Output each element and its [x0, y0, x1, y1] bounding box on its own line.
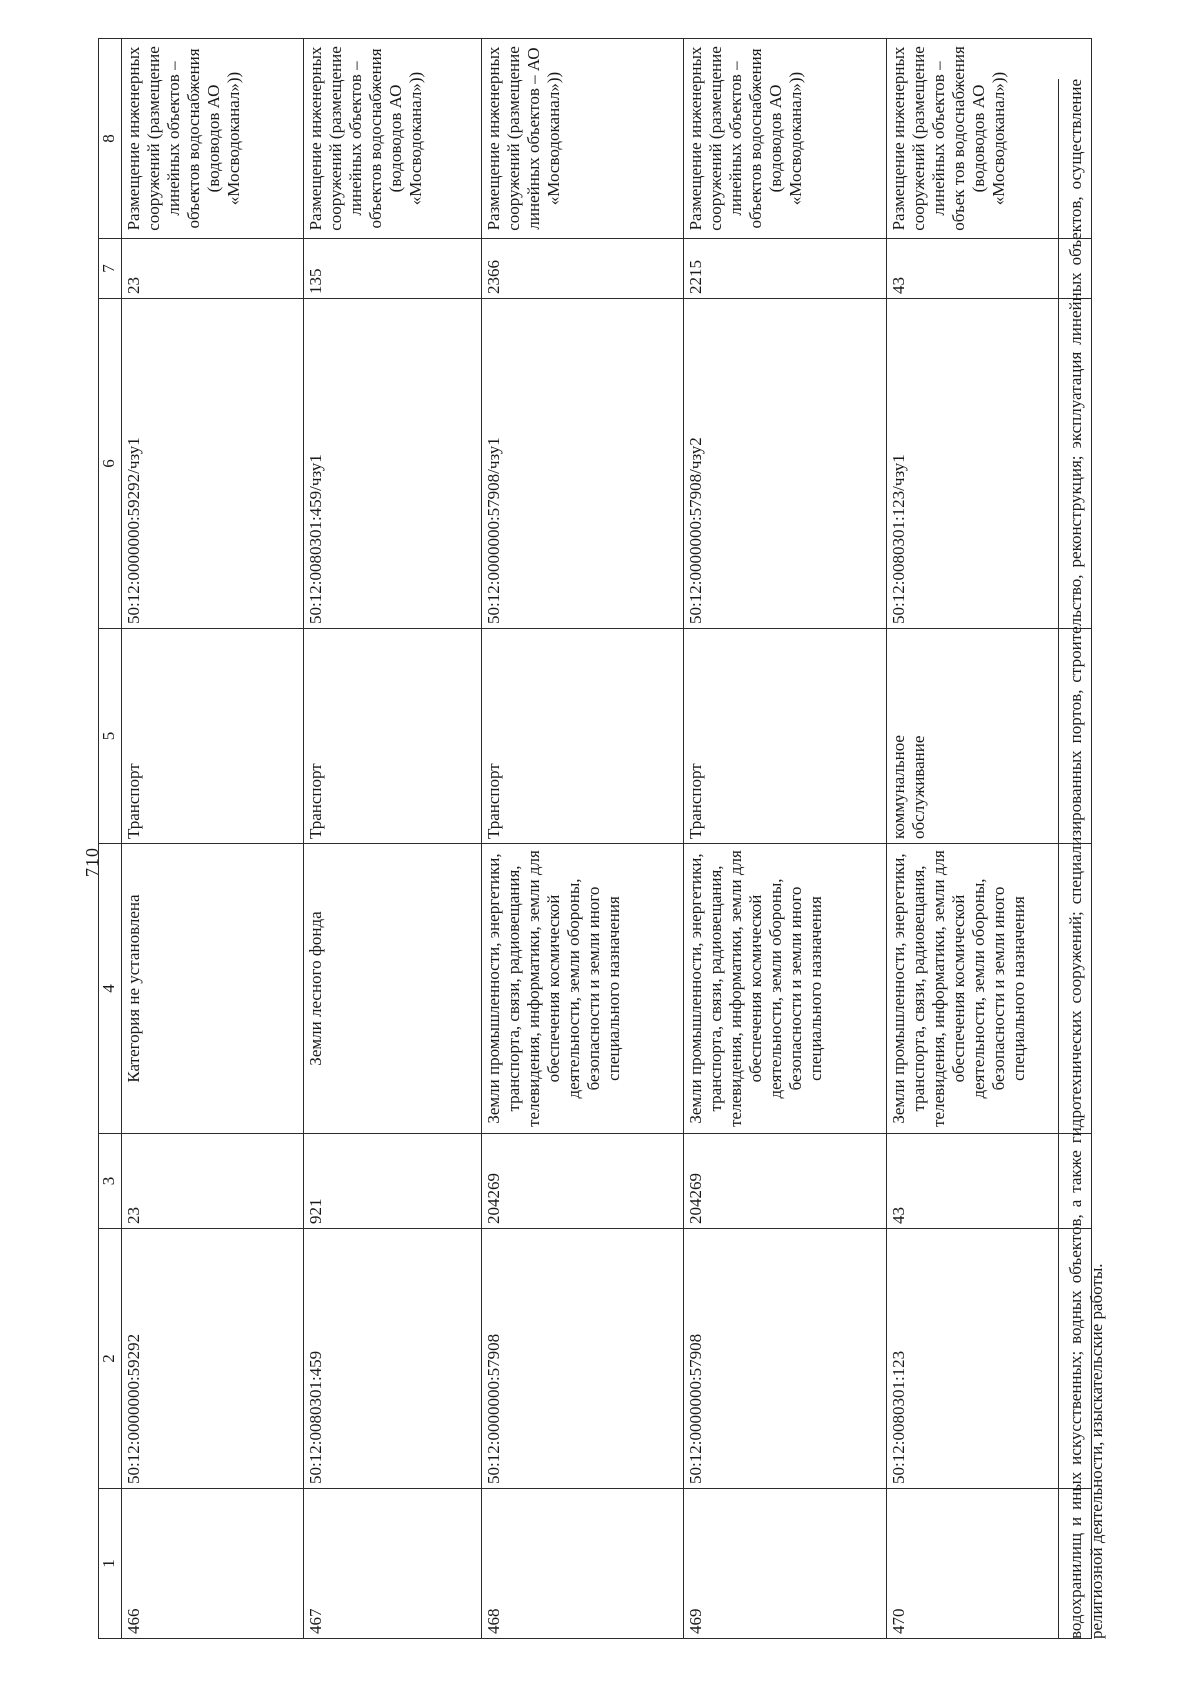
row-number: 468 [482, 1489, 684, 1639]
plot-area: 204269 [482, 1134, 684, 1229]
land-plots-table [98, 38, 1092, 1639]
purpose: Размещение инженерных сооружений (размещение линейных объектов – АО «Мосводоканал»)) [482, 39, 684, 239]
col-header-1: 1 [99, 1489, 122, 1639]
col-header-8: 8 [99, 39, 122, 239]
part-cadastral-number: 50:12:0080301:459/чзу1 [304, 299, 482, 629]
row-number: 469 [684, 1489, 887, 1639]
table-row [122, 39, 304, 1639]
part-cadastral-number: 50:12:0000000:57908/чзу1 [482, 299, 684, 629]
permitted-use: коммунальное обслуживание [887, 629, 1092, 844]
cadastral-number: 50:12:0000000:59292 [122, 1229, 304, 1489]
row-number: 466 [122, 1489, 304, 1639]
land-category: Земли промышленности, энергетики, транспорта, связи, радиовещания, телевидения, информатики, земли для обеспечения космической деятельности, земли обороны, безопасности и земли иного специального назначения [887, 844, 1092, 1134]
table-row [304, 39, 482, 1639]
part-area: 135 [304, 239, 482, 299]
part-area: 2215 [684, 239, 887, 299]
land-category: Земли лесного фонда [304, 844, 482, 1134]
col-header-7: 7 [99, 239, 122, 299]
row-number: 470 [887, 1489, 1092, 1639]
part-cadastral-number: 50:12:0000000:59292/чзу1 [122, 299, 304, 629]
permitted-use: Транспорт [684, 629, 887, 844]
table-row [684, 39, 887, 1639]
purpose: Размещение инженерных сооружений (размещение линейных объектов – объектов водоснабжения (водоводов АО «Мосводоканал»)) [122, 39, 304, 239]
col-header-2: 2 [99, 1229, 122, 1489]
permitted-use: Транспорт [304, 629, 482, 844]
cadastral-number: 50:12:0000000:57908 [684, 1229, 887, 1489]
col-header-4: 4 [99, 844, 122, 1134]
purpose: Размещение инженерных сооружений (размещение линейных объектов – объектов водоснабжения (водоводов АО «Мосводоканал»)) [304, 39, 482, 239]
part-cadastral-number: 50:12:0080301:123/чзу1 [887, 299, 1092, 629]
table-row [482, 39, 684, 1639]
purpose: Размещение инженерных сооружений (размещение линейных объектов – объектов водоснабжения (водоводов АО «Мосводоканал»)) [684, 39, 887, 239]
land-category: Категория не установлена [122, 844, 304, 1134]
col-header-3: 3 [99, 1134, 122, 1229]
land-category: Земли промышленности, энергетики, транспорта, связи, радиовещания, телевидения, информатики, земли для обеспечения космической деятельности, земли обороны, безопасности и земли иного специального назначения [482, 844, 684, 1134]
plot-area: 204269 [684, 1134, 887, 1229]
cadastral-number: 50:12:0080301:459 [304, 1229, 482, 1489]
page-number: 710 [82, 847, 102, 877]
cadastral-number: 50:12:0000000:57908 [482, 1229, 684, 1489]
part-cadastral-number: 50:12:0000000:57908/чзу2 [684, 299, 887, 629]
col-header-6: 6 [99, 299, 122, 629]
land-category: Земли промышленности, энергетики, транспорта, связи, радиовещания, телевидения, информатики, земли для обеспечения космической деятельности, земли обороны, безопасности и земли иного специального назначения [684, 844, 887, 1134]
plot-area: 23 [122, 1134, 304, 1229]
part-area: 23 [122, 239, 304, 299]
col-header-5: 5 [99, 629, 122, 844]
cadastral-number: 50:12:0080301:123 [887, 1229, 1092, 1489]
plot-area: 921 [304, 1134, 482, 1229]
footnote-text: водохранилищ и иных искусственных; водных объектов, а также гидротехнических сооружений; специализированных портов, строительство, реконструкция; эксплуатация линейных объектов, осуществление религиозной деятельности, изыскательские работы. [1058, 79, 1107, 1639]
row-number: 467 [304, 1489, 482, 1639]
part-area: 43 [887, 239, 1092, 299]
plot-area: 43 [887, 1134, 1092, 1229]
permitted-use: Транспорт [122, 629, 304, 844]
part-area: 2366 [482, 239, 684, 299]
permitted-use: Транспорт [482, 629, 684, 844]
header-row [99, 39, 122, 1639]
purpose: Размещение инженерных сооружений (размещение линейных объектов – объек тов водоснабжения (водоводов АО «Мосводоканал»)) [887, 39, 1092, 239]
